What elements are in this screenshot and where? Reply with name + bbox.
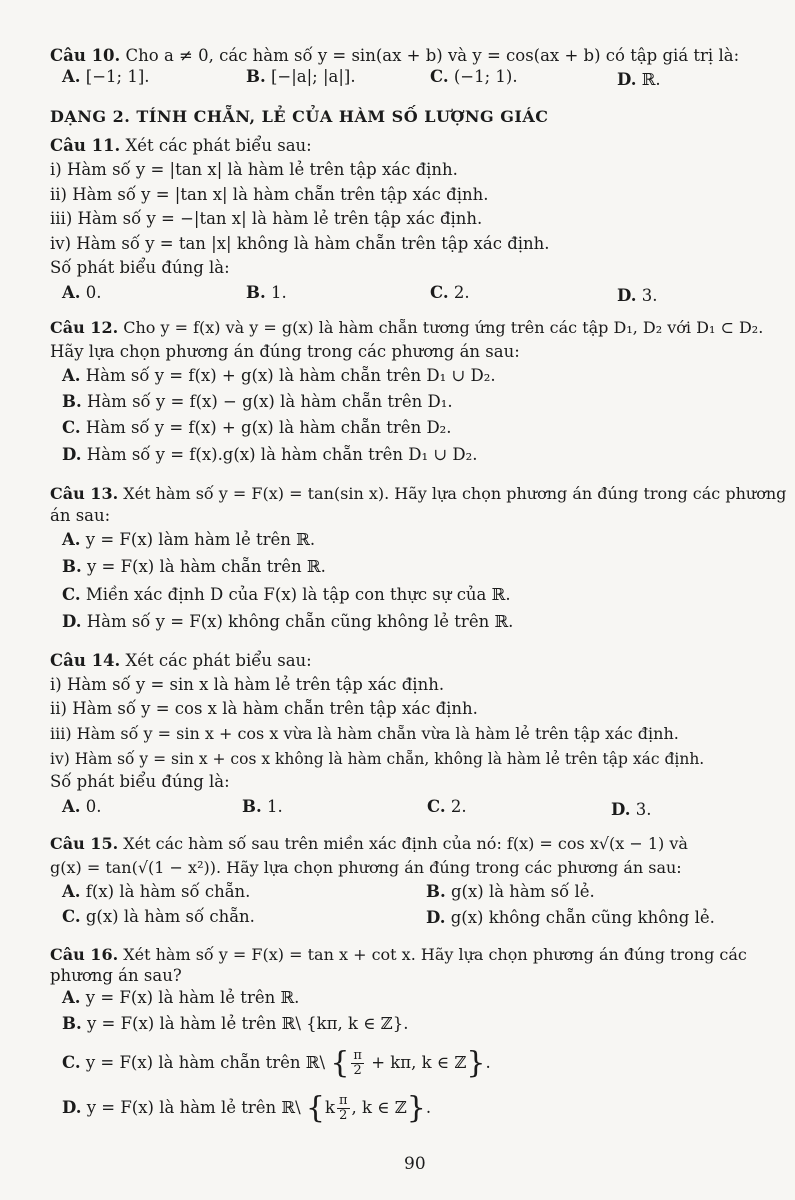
q15-option-a: A. f(x) là hàm số chẵn. [62,882,251,901]
left-brace: { [305,1090,325,1126]
q15-stem-2: g(x) = tan(√(1 − x²)). Hãy lựa chọn phương án đúng trong các phương án sau: [50,858,682,877]
section-heading: DẠNG 2. TÍNH CHẴN, LẺ CỦA HÀM SỐ LƯỢNG GIÁC [50,107,549,126]
q10-option-d: D. ℝ. [617,70,661,89]
q10-label: Câu 10. [50,46,121,65]
q13-option-c: C. Miền xác định D của F(x) là tập con thực sự của ℝ. [62,585,511,604]
q14-option-b: B. 1. [242,797,283,816]
q11-statement-1: i) Hàm số y = |tan x| là hàm lẻ trên tập xác định. [50,160,458,179]
q16-option-b: B. y = F(x) là hàm lẻ trên ℝ\ {kπ, k ∈ ℤ}. [62,1014,409,1033]
q14-option-d: D. 3. [611,800,652,819]
q14-question: Số phát biểu đúng là: [50,772,230,791]
q11-statement-4: iv) Hàm số y = tan |x| không là hàm chẵn trên tập xác định. [50,234,550,253]
q13-stem-2: án sau: [50,506,111,525]
q11-option-c: C. 2. [430,283,470,302]
q12-option-b: B. Hàm số y = f(x) − g(x) là hàm chẵn trên D₁. [62,392,453,411]
q16-option-d: D. y = F(x) là hàm lẻ trên ℝ\ {k $\frac{\pi}{2}$ , k ∈ ℤ}. [62,1090,432,1126]
q11-option-b: B. 1. [246,283,287,302]
q15-option-d: D. g(x) không chẵn cũng không lẻ. [426,908,715,927]
q12-option-c: C. Hàm số y = f(x) + g(x) là hàm chẵn trên D₂. [62,418,452,437]
q16-stem: Câu 16. Xét hàm số y = F(x) = tan x + cot x. Hãy lựa chọn phương án đúng trong các [50,945,747,964]
q16-option-c: C. y = F(x) là hàm chẵn trên ℝ\ { $\frac{\pi}{2}$ + kπ, k ∈ ℤ}. [62,1045,491,1081]
fraction: $\frac{\pi}{2}$ [353,1048,362,1078]
q14-statement-3: iii) Hàm số y = sin x + cos x vừa là hàm chẵn vừa là hàm lẻ trên tập xác định. [50,724,679,743]
q15-option-b: B. g(x) là hàm số lẻ. [426,882,595,901]
q10-option-a: A. [−1; 1]. [62,67,150,86]
right-brace: } [406,1090,426,1126]
q16-option-a: A. y = F(x) là hàm lẻ trên ℝ. [62,988,300,1007]
q13-stem: Câu 13. Xét hàm số y = F(x) = tan(sin x). Hãy lựa chọn phương án đúng trong các phương [50,484,787,503]
q15-stem: Câu 15. Xét các hàm số sau trên miền xác định của nó: f(x) = cos x√(x − 1) và [50,834,688,853]
q11-option-a: A. 0. [62,283,102,302]
q13-option-d: D. Hàm số y = F(x) không chẵn cũng không lẻ trên ℝ. [62,612,514,631]
q11-statement-3: iii) Hàm số y = −|tan x| là hàm lẻ trên tập xác định. [50,209,483,228]
q14-statement-1: i) Hàm số y = sin x là hàm lẻ trên tập xác định. [50,675,445,694]
left-brace: { [330,1045,350,1081]
q11-statement-2: ii) Hàm số y = |tan x| là hàm chẵn trên tập xác định. [50,185,489,204]
fraction: $\frac{\pi}{2}$ [339,1093,348,1123]
q11-option-d: D. 3. [617,286,658,305]
q12-option-a: A. Hàm số y = f(x) + g(x) là hàm chẵn trên D₁ ∪ D₂. [62,366,496,385]
q14-option-a: A. 0. [62,797,102,816]
q14-statement-4: iv) Hàm số y = sin x + cos x không là hàm chẵn, không là hàm lẻ trên tập xác định. [50,750,705,768]
q10-stem [50,46,739,66]
q16-stem-2: phương án sau? [50,966,182,985]
q10-text: Cho a ≠ 0, các hàm số y = sin(ax + b) và y = cos(ax + b) có tập giá trị là: [125,46,740,65]
page-number: 90 [404,1154,426,1174]
q12-stem: Câu 12. Cho y = f(x) và y = g(x) là hàm chẵn tương ứng trên các tập D₁, D₂ với D₁ ⊂ D₂. [50,318,764,337]
q10-option-c: C. (−1; 1). [430,67,518,86]
q14-stem: Câu 14. Xét các phát biểu sau: [50,651,312,670]
q12-option-d: D. Hàm số y = f(x).g(x) là hàm chẵn trên D₁ ∪ D₂. [62,445,478,464]
q11-stem: Câu 11. Xét các phát biểu sau: [50,136,312,155]
q15-option-c: C. g(x) là hàm số chẵn. [62,907,255,926]
q14-statement-2: ii) Hàm số y = cos x là hàm chẵn trên tập xác định. [50,699,478,718]
q14-option-c: C. 2. [427,797,467,816]
q13-option-a: A. y = F(x) làm hàm lẻ trên ℝ. [62,530,316,549]
q10-option-b: B. [−|a|; |a|]. [246,67,356,86]
right-brace: } [466,1045,486,1081]
q13-option-b: B. y = F(x) là hàm chẵn trên ℝ. [62,557,326,576]
q12-stem-2: Hãy lựa chọn phương án đúng trong các phương án sau: [50,342,520,361]
q11-question: Số phát biểu đúng là: [50,258,230,277]
